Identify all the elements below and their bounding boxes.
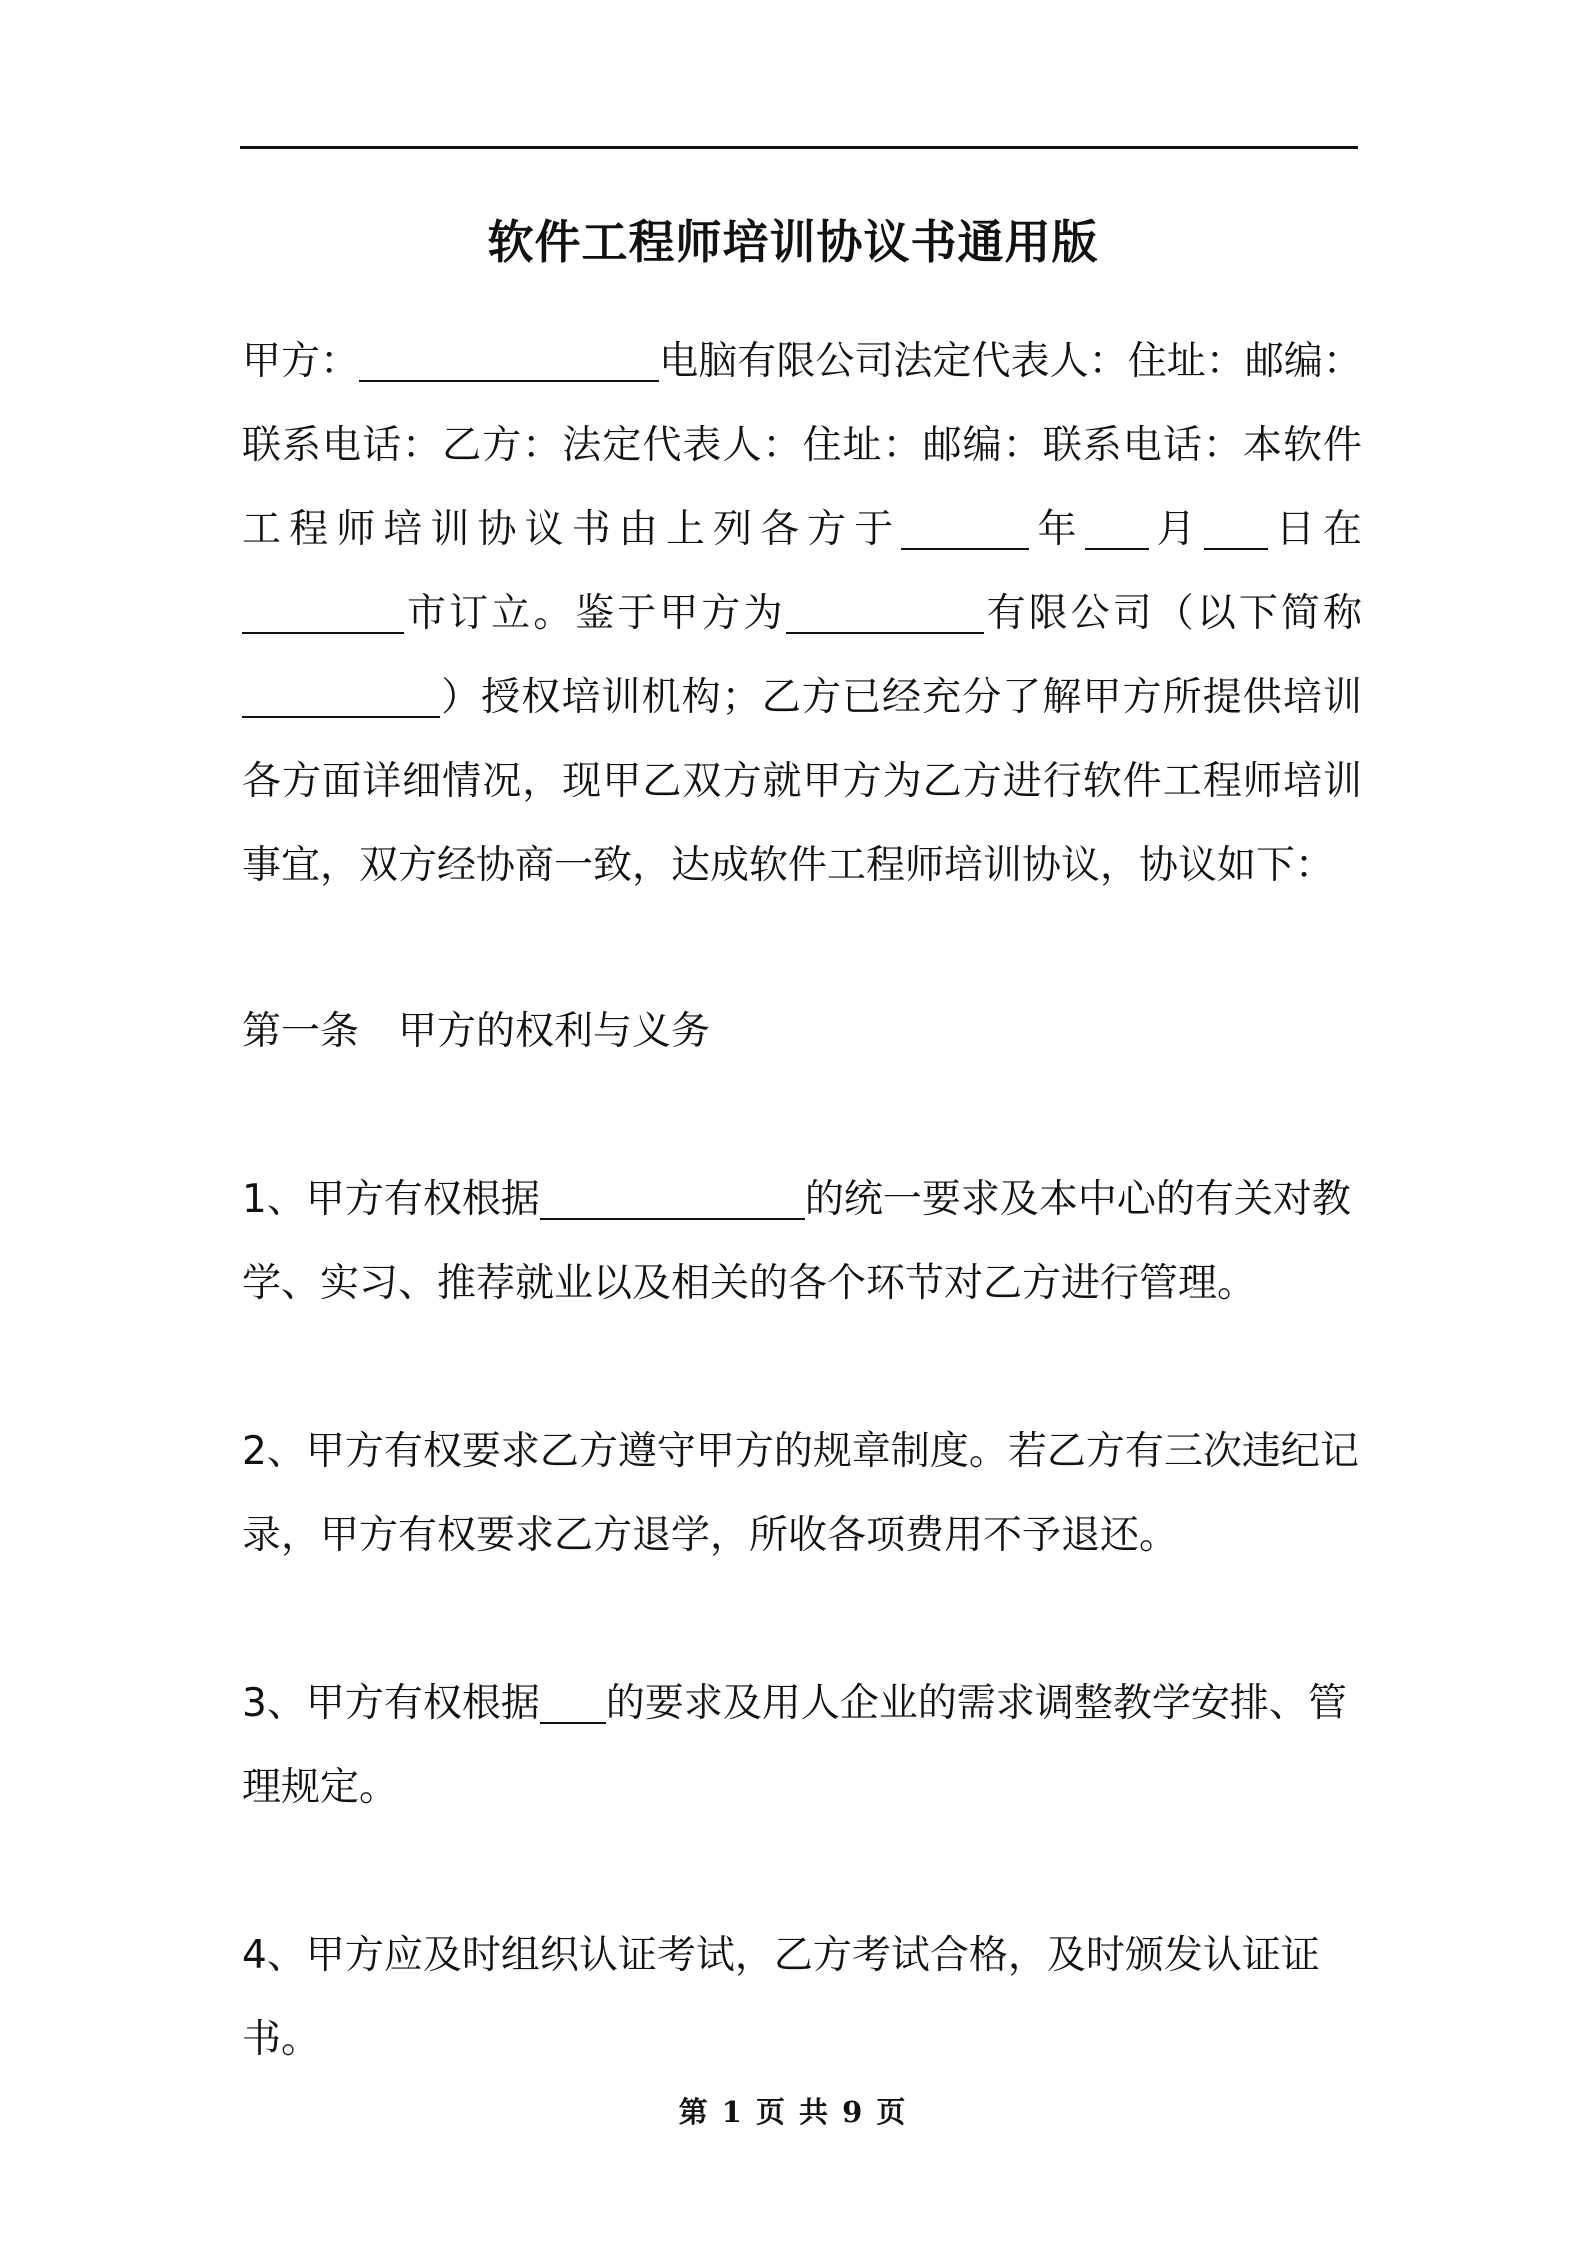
fill-blank (540, 1682, 606, 1724)
document-title: 软件工程师培训协议书通用版 (487, 215, 1099, 269)
fill-blank (359, 340, 659, 382)
intro-text: 年 (1029, 507, 1085, 552)
intro-text: 电脑有限公司法定代表人：住址：邮编：联系电话：乙方：法定代表人：住址：邮编：联系电话：本软件工程师培训协议书由上列各方于 (242, 339, 1362, 552)
fill-blank (242, 676, 440, 718)
header-rule (240, 146, 1358, 149)
clause-2: 2、甲方有权要求乙方遵守甲方的规章制度。若乙方有三次违纪记录，甲方有权要求乙方退学，所收各项费用不予退还。 (242, 1429, 1359, 1558)
intro-text: 甲方： (242, 339, 360, 384)
intro-text: 市订立。鉴于甲方为 (404, 591, 786, 636)
clause-4: 4、甲方应及时组织认证考试，乙方考试合格，及时颁发认证证书。 (242, 1933, 1320, 2062)
intro-text: 有限公司（以下简称 (983, 591, 1362, 636)
intro-text: 日在 (1267, 507, 1362, 552)
clause-text: 的要求及用人企业的需求调整教学安排、管理规定。 (242, 1681, 1347, 1810)
intro-text: ）授权培训机构；乙方已经充分了解甲方所提供培训各方面详细情况，现甲乙双方就甲方为乙方进行软件工程师培训事宜，双方经协商一致，达成软件工程师培训协议，协议如下： (242, 675, 1362, 888)
intro-text: 月 (1148, 507, 1204, 552)
article-heading: 第一条 甲方的权利与义务 (242, 1009, 711, 1054)
fill-blank (242, 592, 404, 634)
clause-text: 的统一要求及本中心的有关对教学、实习、推荐就业以及相关的各个环节对乙方进行管理。 (242, 1177, 1351, 1306)
fill-blank (901, 508, 1029, 550)
fill-blank (540, 1178, 805, 1220)
clause-3 (242, 1662, 1382, 1830)
clause-text: 3、甲方有权根据 (242, 1681, 540, 1726)
clause-1 (242, 1158, 1382, 1326)
fill-blank (786, 592, 984, 634)
intro-paragraph (242, 320, 1362, 908)
fill-blank (1204, 508, 1268, 550)
page-number: 第 1 页 共 9 页 (678, 2095, 908, 2129)
clause-text: 1、甲方有权根据 (242, 1177, 540, 1222)
fill-blank (1085, 508, 1149, 550)
